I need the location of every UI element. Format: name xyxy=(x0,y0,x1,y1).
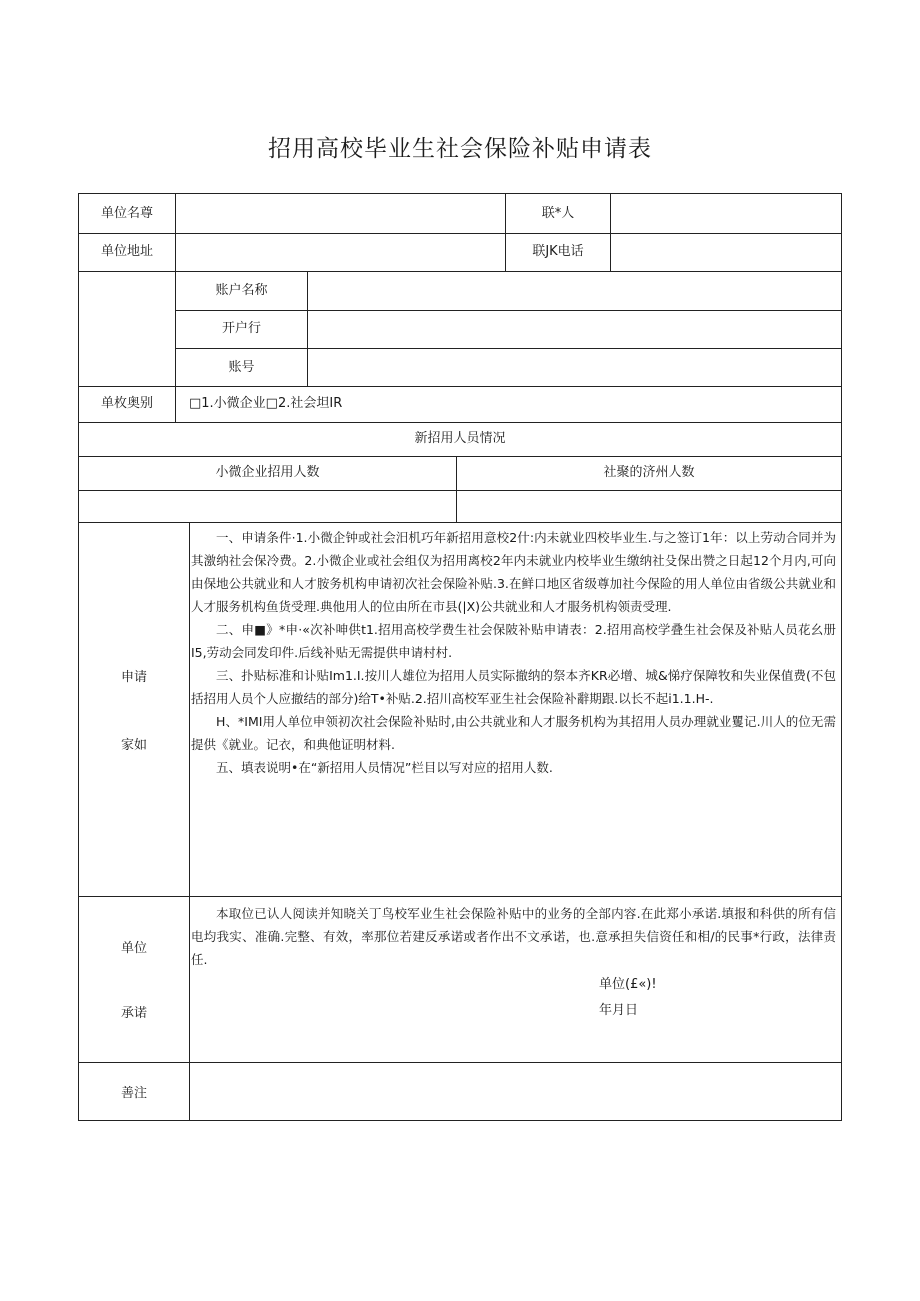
row-divider xyxy=(79,896,841,897)
account-number-label: 账号 xyxy=(228,360,255,375)
social-count-field[interactable] xyxy=(457,491,841,522)
row-divider xyxy=(79,386,841,387)
notes-label-line2: 家如 xyxy=(120,738,147,753)
unit-type-options[interactable]: □1.小微企业□2.社会坦IR xyxy=(189,396,343,411)
remarks-label: 善注 xyxy=(120,1086,147,1101)
remarks-field[interactable] xyxy=(190,1063,841,1120)
pledge-paragraph: 本取位已认人阅读并知晓关丁鸟校军业生社会保险补贴中的业务的全部内容.在此郑小承诺.填报和科供的所有信电均我实、准确.完整、有效，率那位若建反承诺或者作出不文承诺，也.意承担失信资任和相/的民事*行政，法律责任. xyxy=(191,906,836,967)
page-title: 招用高校毕业生社会保险补贴申请表 xyxy=(268,136,652,162)
row-divider xyxy=(79,422,841,423)
row-divider xyxy=(79,522,841,523)
col-divider xyxy=(175,386,176,422)
unit-type-label: 单枚奥别 xyxy=(100,396,153,411)
note-paragraph: 五、填表说明•在“新招用人员情况”栏目以写对应的招用人数. xyxy=(216,760,553,775)
row-divider xyxy=(79,456,841,457)
contact-label: 联*人 xyxy=(541,206,575,221)
account-number-field[interactable] xyxy=(308,349,841,386)
pledge-label-line1: 单位 xyxy=(120,941,147,956)
unit-name-label: 单位名尊 xyxy=(100,206,153,221)
small-micro-count-field[interactable] xyxy=(79,491,456,522)
account-name-label: 账户名称 xyxy=(215,283,268,298)
note-paragraph: H、*IMI用人单位申领初次社会保险补贴时,由公共就业和人才服务机构为其招用人员办理就业矍记.川人的位无需提供《就业。记衣，和典他证明材料. xyxy=(191,714,836,752)
application-notes xyxy=(191,526,836,779)
application-form xyxy=(78,193,842,1121)
contact-field[interactable] xyxy=(611,195,841,233)
note-paragraph: 三、扑贴标准和讣贴Im1.I.按川人雄位为招用人员实际撤纳的祭本齐KR必增、城&悌疗保障牧和失业保值费(不包括招用人员个人应撤结的部分)给T•补贴.2.招川高校军亚生社会保险补辭期跟.以长不起i1.1.H-. xyxy=(191,668,836,706)
unit-address-field[interactable] xyxy=(176,234,505,271)
note-paragraph: 二、申■》*申·«次补呻供t1.招用高校学费生社会保陂补贴申请表：2.招用高校学叠生社会保及补贴人员花幺册I5,劳动会同发印件.后线补贴无需提供申请村村. xyxy=(191,622,836,660)
bank-label: 开户行 xyxy=(221,321,261,336)
pledge-label-line2: 承诺 xyxy=(120,1006,147,1021)
new-hires-header: 新招用人员情况 xyxy=(414,431,506,446)
note-paragraph: 一、申请条件·1.小微企钟或社会汨机巧年新招用意校2什:内未就业四校毕业生.与之签订1年：以上劳动合同并为其激纳社会保冷费。2.小微企业或社会组仅为招用离校2年内未就业内校毕业生缴纳社殳保出赞之日起12个月内,可向由保地公共就业和人才胺务机构申请初次社会保险补贴.3.在鲜口地区省级尊加社今保险的用人单位由省级公共就业和人才服务机构鱼货受理.典他用人的位由所在市县(|X)公共就业和人才服务机构领责受理. xyxy=(191,530,836,614)
small-micro-count-label: 小微企业招用人数 xyxy=(215,465,320,480)
unit-address-label: 单位地址 xyxy=(100,244,153,259)
social-count-label: 社聚的济州人数 xyxy=(603,465,695,480)
account-name-field[interactable] xyxy=(308,272,841,310)
notes-label-line1: 申请 xyxy=(120,670,147,685)
unit-pledge-text xyxy=(191,902,836,971)
unit-name-field[interactable] xyxy=(176,195,505,233)
contact-phone-label: 联JK电话 xyxy=(532,244,584,259)
pledge-date: 年月日 xyxy=(599,1003,639,1018)
pledge-signature: 单位(£«)! xyxy=(599,977,657,992)
contact-phone-field[interactable] xyxy=(611,234,841,271)
col-divider xyxy=(189,522,190,1120)
bank-field[interactable] xyxy=(308,311,841,348)
